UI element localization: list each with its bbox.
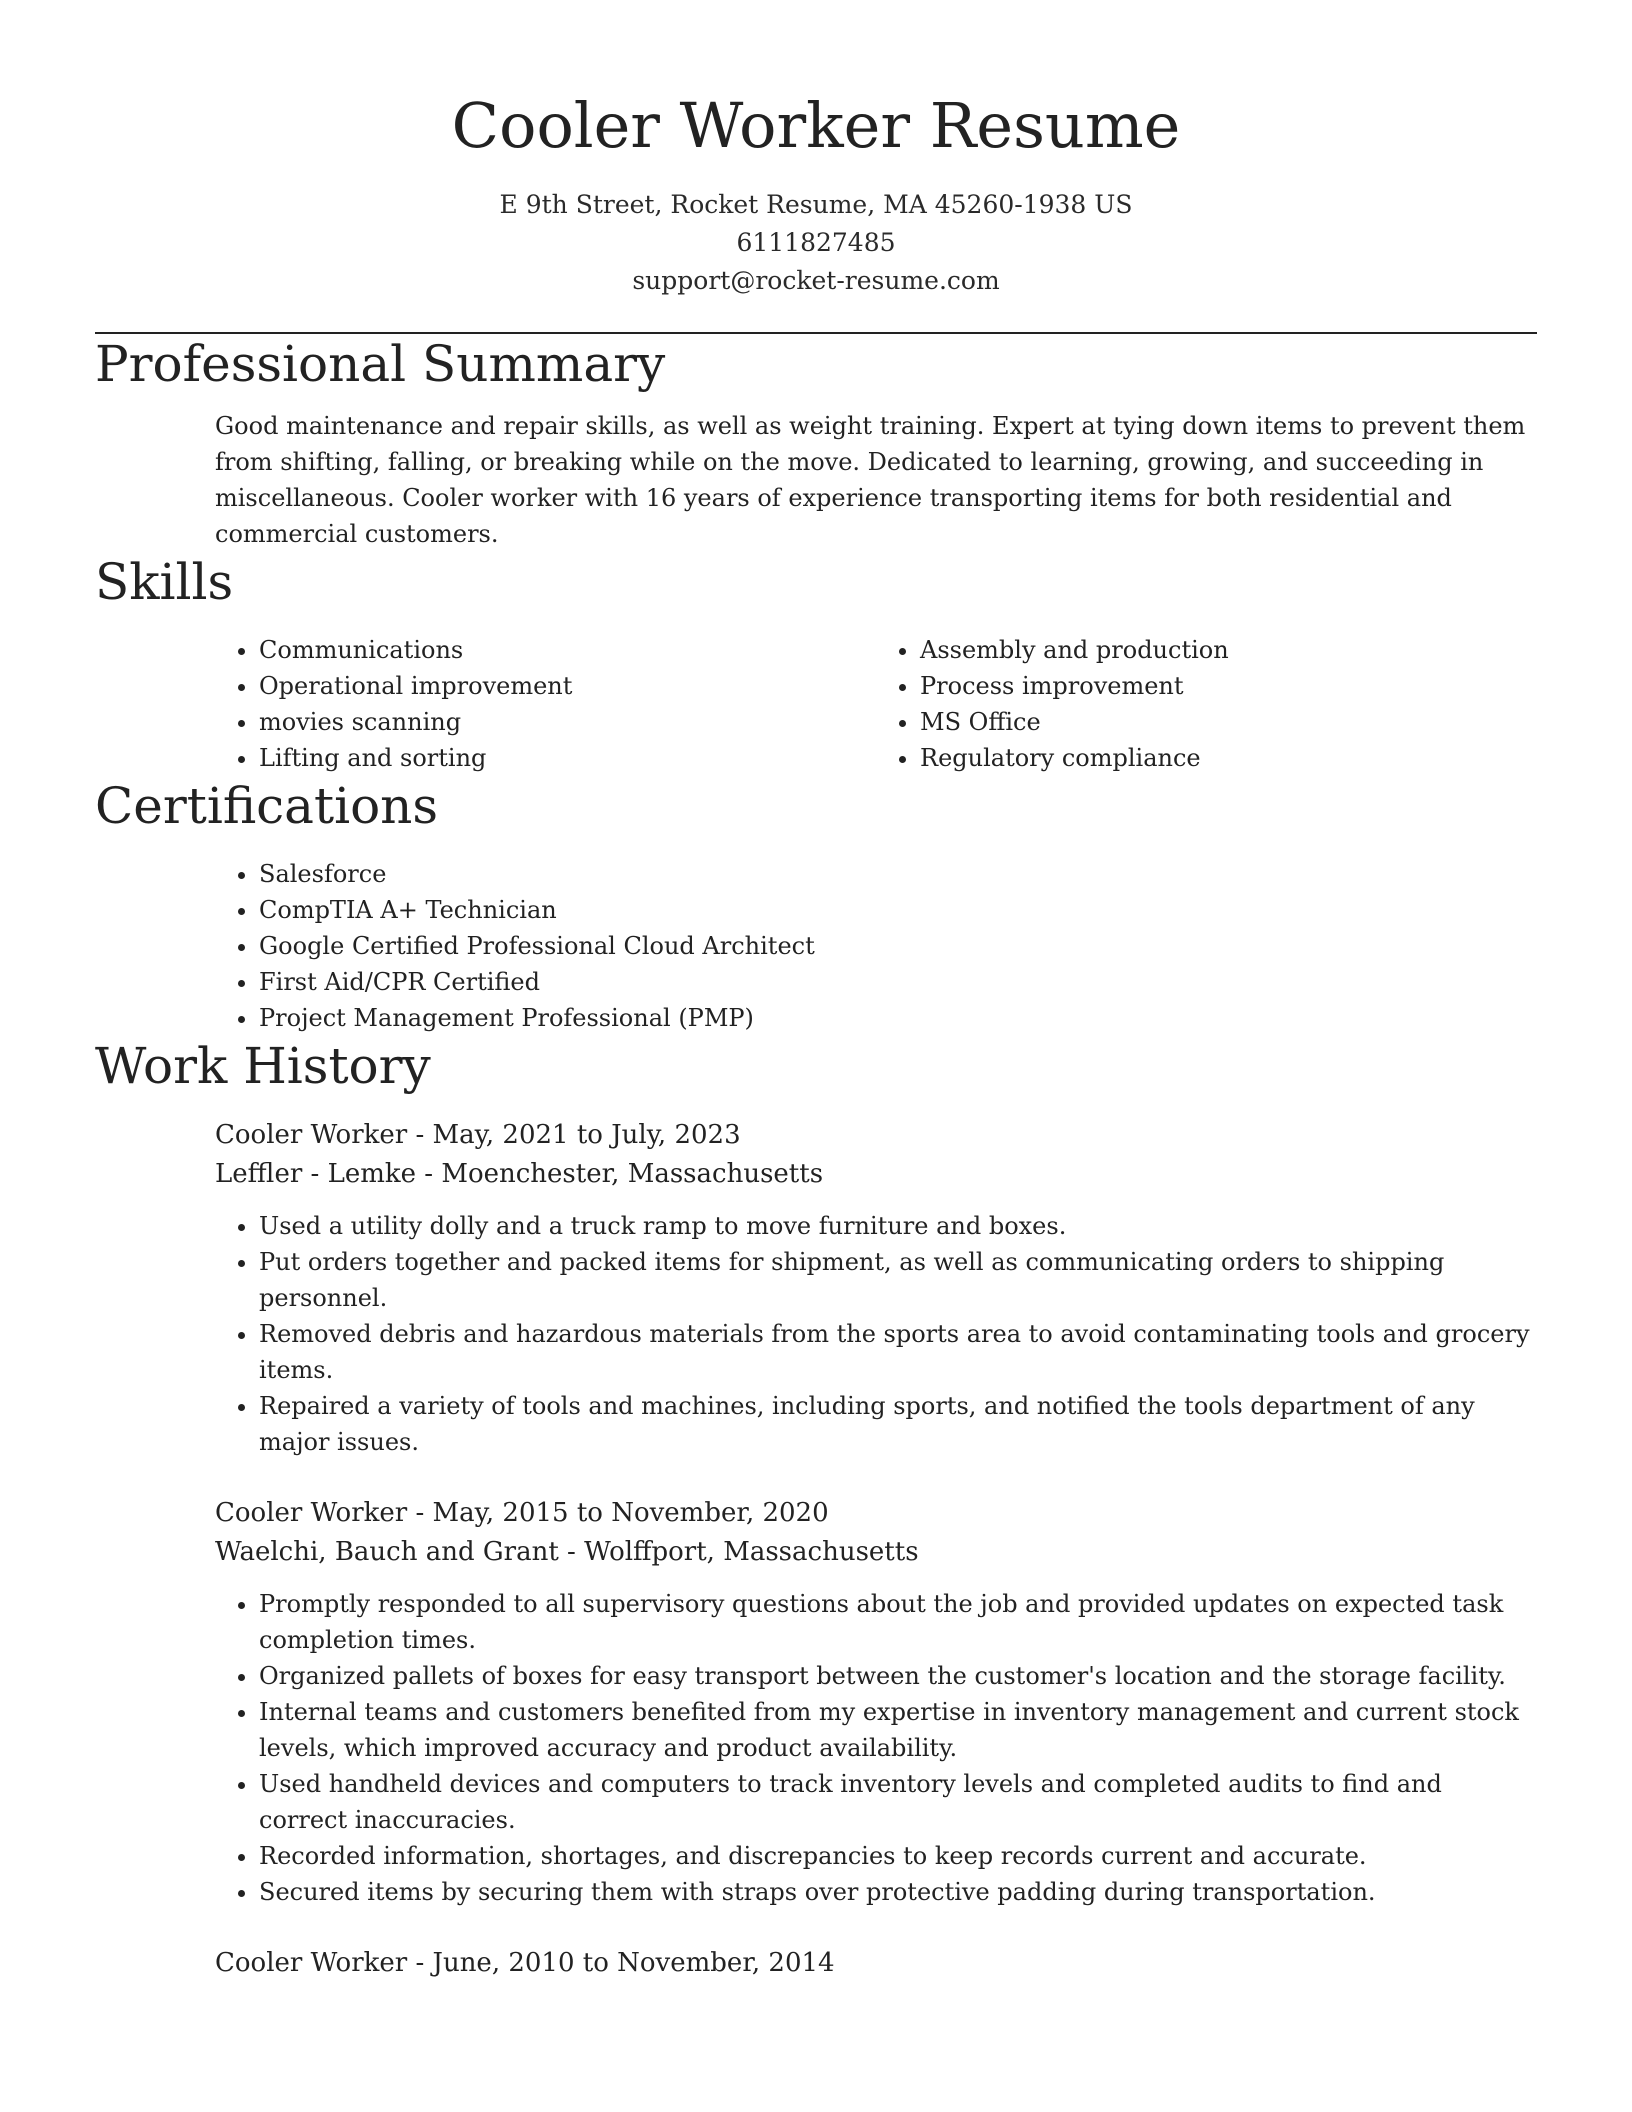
job-bullets (215, 1586, 1537, 1910)
certification-item: • First Aid/CPR Certified (259, 964, 1537, 1000)
certifications-bullets (215, 856, 1537, 1036)
summary-text: Good maintenance and repair skills, as well as weight training. Expert at tying down items to prevent them from shifting, falling, or breaking while on the move. Dedicated to learning, growing, and succeeding in miscellaneous. Cooler worker with 16 years of experience transporting items for both residential and commercial customers. (215, 412, 1526, 548)
job-bullet: • Put orders together and packed items for shipment, as well as communicating orders to shipping personnel. (259, 1244, 1537, 1316)
job-bullet: • Organized pallets of boxes for easy transport between the customer's location and the storage facility. (259, 1658, 1537, 1694)
skill-item: • Assembly and production (920, 632, 1537, 668)
job-bullet: • Removed debris and hazardous materials from the sports area to avoid contaminating tools and grocery items. (259, 1316, 1537, 1388)
certification-item: • Project Management Professional (PMP) (259, 1000, 1537, 1036)
job-bullet: • Used handheld devices and computers to track inventory levels and completed audits to find and correct inaccuracies. (259, 1766, 1537, 1838)
skill-item: • Operational improvement (259, 668, 876, 704)
job-entry (95, 1944, 1537, 1983)
job-bullets (215, 1208, 1537, 1460)
job-bullet: • Promptly responded to all supervisory questions about the job and provided updates on expected task completion times. (259, 1586, 1537, 1658)
skill-item: • Lifting and sorting (259, 740, 876, 776)
job-bullet: • Secured items by securing them with straps over protective padding during transportation. (259, 1874, 1537, 1910)
job-bullet: • Used a utility dolly and a truck ramp to move furniture and boxes. (259, 1208, 1537, 1244)
contact-address: E 9th Street, Rocket Resume, MA 45260-1938 US (499, 190, 1133, 219)
skill-item: • Regulatory compliance (920, 740, 1537, 776)
job-title-line: Cooler Worker - May, 2015 to November, 2020 (215, 1498, 829, 1528)
job-company-line: Leffler - Lemke - Moenchester, Massachusetts (215, 1159, 824, 1189)
job-company-line: Waelchi, Bauch and Grant - Wolffport, Massachusetts (215, 1537, 919, 1567)
certifications-heading: Certifications (95, 777, 439, 835)
contact-phone: 6111827485 (736, 228, 896, 257)
job-title-line: Cooler Worker - May, 2021 to July, 2023 (215, 1120, 741, 1150)
resume-title: Cooler Worker Resume (451, 89, 1181, 162)
skills-column-left (215, 632, 876, 776)
job-bullet: • Recorded information, shortages, and discrepancies to keep records current and accurate. (259, 1838, 1537, 1874)
certification-item: • Google Certified Professional Cloud Architect (259, 928, 1537, 964)
certification-item: • CompTIA A+ Technician (259, 892, 1537, 928)
skill-item: • MS Office (920, 704, 1537, 740)
skill-item: • Process improvement (920, 668, 1537, 704)
summary-heading: Professional Summary (95, 335, 666, 393)
skills-heading: Skills (95, 553, 234, 611)
contact-block (95, 186, 1537, 300)
skill-item: • movies scanning (259, 704, 876, 740)
job-bullet: • Internal teams and customers benefited from my expertise in inventory management and current stock levels, which improved accuracy and product availability. (259, 1694, 1537, 1766)
work-history-heading: Work History (95, 1037, 431, 1095)
job-entry (95, 1116, 1537, 1460)
job-title-line: Cooler Worker - June, 2010 to November, 2014 (215, 1948, 835, 1978)
skills-list (95, 632, 1537, 776)
contact-email: support@rocket-resume.com (632, 266, 1000, 295)
skills-column-right (876, 632, 1537, 776)
job-bullet: • Repaired a variety of tools and machines, including sports, and notified the tools department of any major issues. (259, 1388, 1537, 1460)
certifications-list (95, 856, 1537, 1036)
skill-item: • Communications (259, 632, 876, 668)
job-entry (95, 1494, 1537, 1910)
certification-item: • Salesforce (259, 856, 1537, 892)
